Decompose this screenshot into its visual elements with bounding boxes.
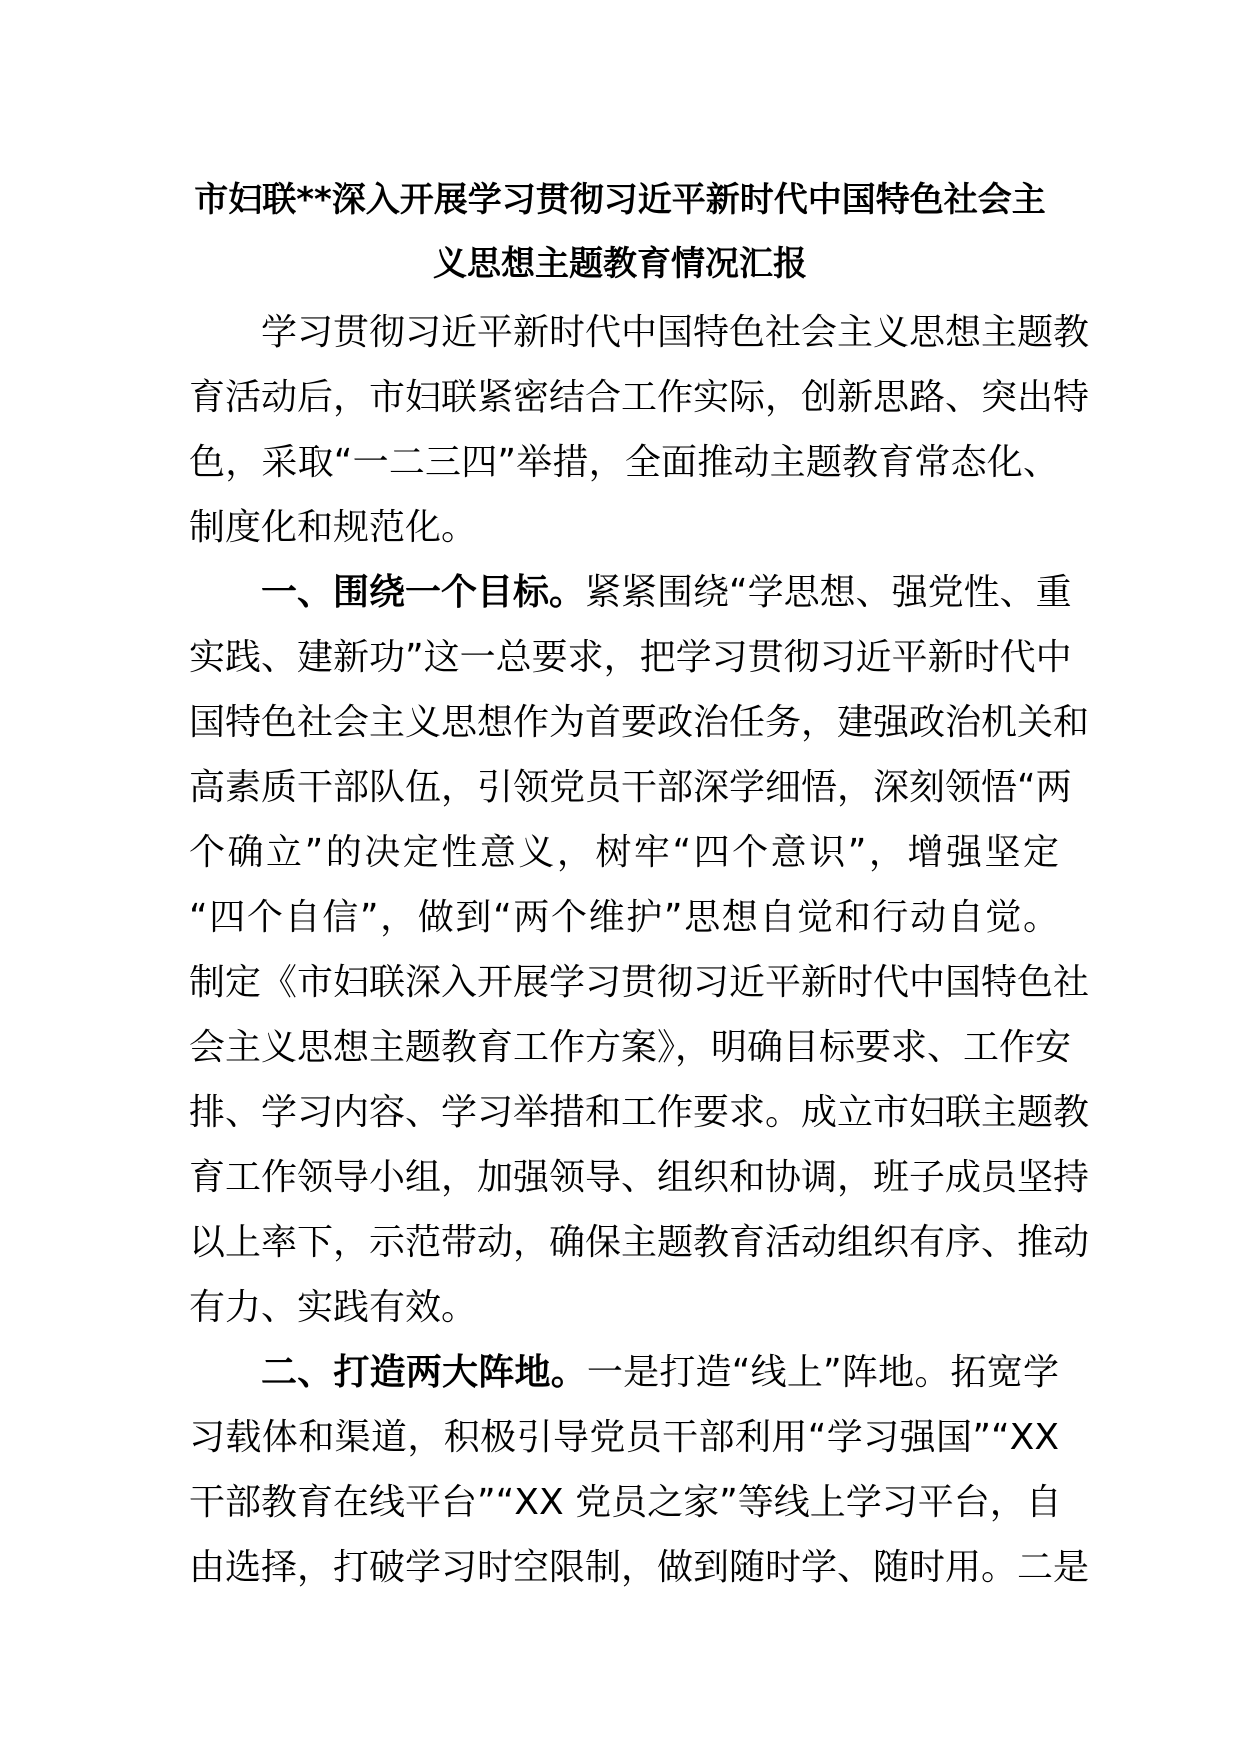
- line-text: 实践、建新功”这一总要求，把学习贯彻习近平新时代中: [189, 637, 1072, 678]
- text-line: [189, 950, 1090, 1015]
- text-line: [189, 1080, 1090, 1145]
- line-text: 制度化和规范化。: [189, 507, 478, 548]
- text-line: [189, 1275, 1059, 1340]
- line-text: 学习贯彻习近平新时代中国特色社会主义思想主题教: [261, 312, 1090, 353]
- line-text: 高素质干部队伍，引领党员干部深学细悟，深刻领悟“两: [189, 767, 1072, 808]
- line-text: 育活动后，市妇联紧密结合工作实际，创新思路、突出特: [189, 377, 1090, 418]
- paragraph: [189, 560, 1090, 1340]
- text-line: [189, 300, 1090, 365]
- paragraph: [189, 1340, 1090, 1600]
- text-line: [189, 560, 1072, 625]
- text-line: [189, 1015, 1072, 1080]
- paragraph: [189, 300, 1090, 560]
- title-line-1: 市妇联**深入开展学习贯彻习近平新时代中国特色社会主: [194, 180, 1046, 220]
- section-heading: 二、打造两大阵地。: [261, 1352, 587, 1393]
- line-text: 干部教育在线平台”“XX 党员之家”等线上学习平台，自: [189, 1482, 1062, 1523]
- line-text: 由选择，打破学习时空限制，做到随时学、随时用。二是: [189, 1547, 1090, 1588]
- document-title: [100, 168, 1140, 296]
- text-line: [189, 885, 1059, 950]
- line-text: 有力、实践有效。: [189, 1287, 478, 1328]
- line-text: “四个自信”，做到“两个维护”思想自觉和行动自觉。: [189, 897, 1059, 938]
- text-line: [189, 430, 1059, 495]
- text-line: [189, 1340, 1059, 1405]
- line-text: 会主义思想主题教育工作方案》，明确目标要求、工作安: [189, 1027, 1072, 1068]
- line-text: 紧紧围绕“学思想、强党性、重: [585, 572, 1072, 613]
- text-line: [189, 365, 1090, 430]
- line-text: 排、学习内容、学习举措和工作要求。成立市妇联主题教: [189, 1092, 1090, 1133]
- text-line: [189, 690, 1090, 755]
- line-text: 以上率下，示范带动，确保主题教育活动组织有序、推动: [189, 1222, 1090, 1263]
- text-line: [189, 495, 1059, 560]
- line-text: 个确立”的决定性意义，树牢“四个意识”，增强坚定: [189, 832, 1059, 873]
- title-line-2: 义思想主题教育情况汇报: [433, 244, 807, 284]
- text-line: [189, 1470, 1062, 1535]
- text-line: [189, 820, 1059, 885]
- line-text: 一是打造“线上”阵地。拓宽学: [586, 1352, 1059, 1393]
- line-text: 国特色社会主义思想作为首要政治任务，建强政治机关和: [189, 702, 1090, 743]
- line-text: 育工作领导小组，加强领导、组织和协调，班子成员坚持: [189, 1157, 1090, 1198]
- line-text: 色，采取“一二三四”举措，全面推动主题教育常态化、: [189, 442, 1059, 483]
- text-line: [189, 1405, 1059, 1470]
- text-line: [189, 1535, 1090, 1600]
- line-text: 制定《市妇联深入开展学习贯彻习近平新时代中国特色社: [189, 962, 1090, 1003]
- text-line: [189, 625, 1072, 690]
- text-line: [189, 755, 1072, 820]
- text-line: [189, 1145, 1090, 1210]
- document-body: [189, 300, 1090, 1600]
- text-line: [189, 1210, 1090, 1275]
- section-heading: 一、围绕一个目标。: [261, 572, 586, 613]
- line-text: 习载体和渠道，积极引导党员干部利用“学习强国”“XX: [189, 1417, 1059, 1458]
